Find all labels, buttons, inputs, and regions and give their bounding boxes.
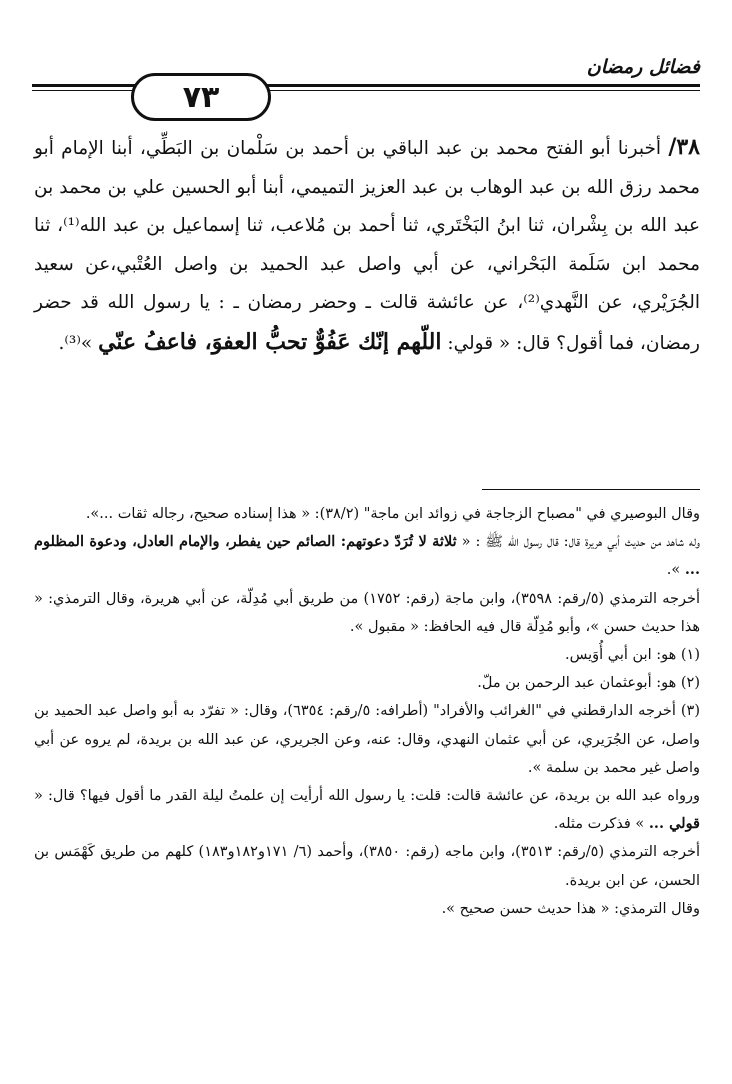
- footnotes: [34, 500, 700, 923]
- footnote-3: (٣) أخرجه الدارقطني في "الغرائب والأفراد" (أطرافه: ٥/رقم: ٦٣٥٤)، وقال: « تفرّد به أبو واصل عبد الحميد بن واصل، عن الجُرَيري، عن أبي عثمان النهدي، وقال: عنه، وعن الجريري، عن عبد الله بن بريدة، لم يروه عن أبي واصل غير محمد بن سلمة ».: [34, 703, 700, 776]
- dua-text: اللّهم إنّك عَفُوٌّ تحبُّ العفوَ، فاعفُ عنّي: [98, 328, 442, 355]
- note-shahid: وله شاهد من حديث أبي هريرة قال: قال رسول الله ﷺ : « ثلاثة لا تُرَدّ دعوتهم: الصائم حين يفطر، والإمام العادل، ودعوة المظلوم ... ».: [34, 533, 700, 579]
- main-text: [34, 128, 700, 363]
- hadith-number: ٣٨/: [668, 134, 700, 160]
- footnote-1: (١) هو: ابن أبي أُوَيس.: [565, 647, 700, 664]
- hadith-text: أخبرنا أبو الفتح محمد بن عبد الباقي بن أحمد بن سَلْمان بن البَطِّي، أبنا الإمام أبو محمد رزق الله بن عبد الوهاب بن عبد العزيز التميمي، أبنا أبو الحسين علي بن محمد بن عبد الله بن بِشْران، ثنا ابنُ البَخْتَري، ثنا أحمد بن مُلاعب، ثنا إسماعيل بن عبد الله⁽¹⁾، ثنا محمد ابن سَلَمة البَحْراني، عن أبي واصل عبد الحميد بن واصل العُتْبي،عن سعيد الجُرَيْري، عن النَّهدي⁽²⁾، عن عائشة قالت ـ وحضر رمضان ـ : يا رسول الله قد حضر رمضان، فما أقول؟ قال: « قولي:: [34, 138, 700, 354]
- note-shahid-bold: ثلاثة لا تُرَدّ دعوتهم: الصائم حين يفطر، والإمام العادل، ودعوة المظلوم ...: [34, 533, 700, 579]
- footnote-3-tirmidhi: وقال الترمذي: « هذا حديث حسن صحيح ».: [441, 900, 700, 917]
- footnote-3-bold: قولي ...: [648, 815, 700, 833]
- hadith-text-end: »⁽³⁾.: [58, 332, 99, 354]
- footnote-3-riwaya: ورواه عبد الله بن بريدة، عن عائشة قالت: قلت: يا رسول الله أرأيت إن علمتُ ليلة القدر ما أقول فيها؟ قال: « قولي ... » فذكرت مثله.: [34, 788, 700, 833]
- footnote-2: (٢) هو: أبوعثمان عبد الرحمن بن ملّ.: [477, 675, 700, 692]
- note-takhrij: أخرجه الترمذي (٥/رقم: ٣٥٩٨)، وابن ماجة (رقم: ١٧٥٢) من طريق أبي مُدِلّة، عن أبي هريرة، وقال الترمذي: « هذا حديث حسن »، وأبو مُدِلّة قال فيه الحافظ: « مقبول ».: [34, 590, 700, 635]
- page-number: ٧٣: [131, 73, 271, 121]
- footnote-divider: [482, 489, 700, 490]
- book-title: فضائل رمضان: [586, 56, 700, 78]
- footnote-3-takhrij: أخرجه الترمذي (٥/رقم: ٣٥١٣)، وابن ماجه (رقم: ٣٨٥٠)، وأحمد (٦/ ١٧١و١٨٢و١٨٣) كلهم من طريق كَهْمَس بن الحسن، عن ابن بريدة.: [34, 844, 701, 889]
- page-header: [0, 0, 732, 125]
- hadith-paragraph: [34, 128, 700, 363]
- note-busiri: وقال البوصيري في "مصباح الزجاجة في زوائد ابن ماجة" (٣٨/٢): « هذا إسناده صحيح، رجاله ثقات ...».: [85, 506, 700, 522]
